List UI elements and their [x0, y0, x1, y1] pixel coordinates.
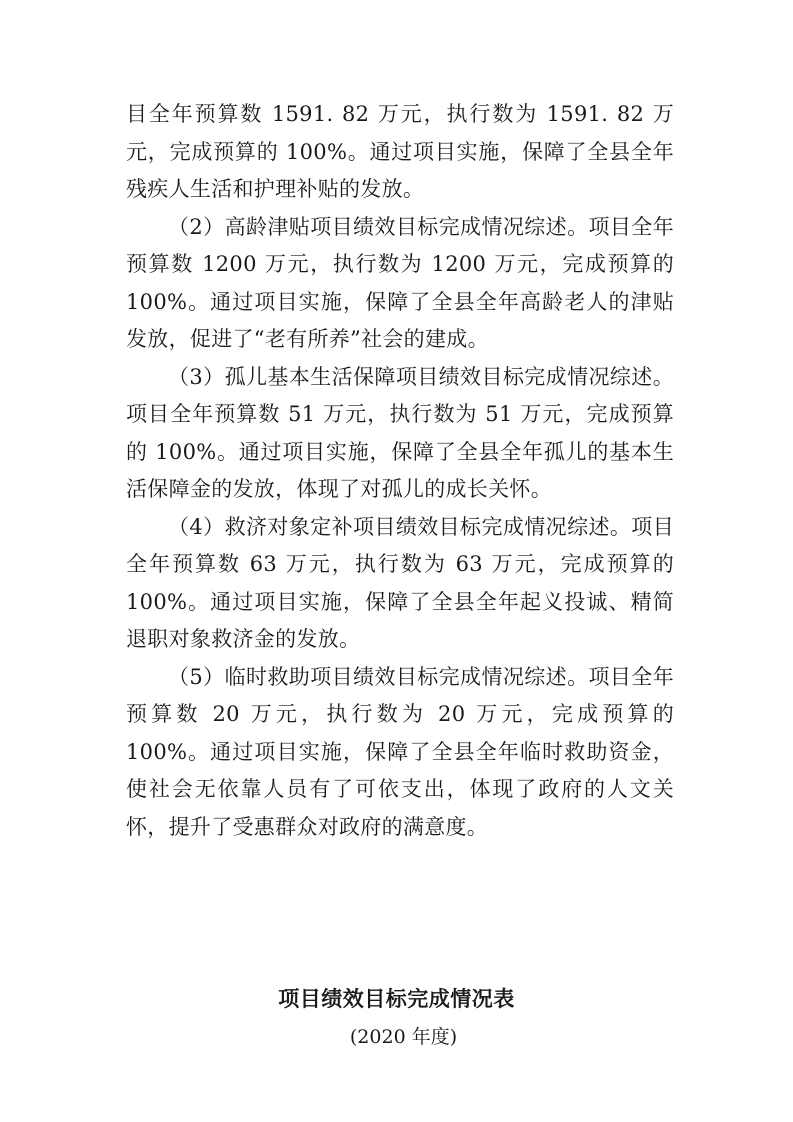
paragraph-elderly-allowance: （2）高龄津贴项目绩效目标完成情况综述。项目全年预算数 1200 万元，执行数为 1200 万元，完成预算的 100%。通过项目实施，保障了全县全年高龄老人的津贴发放，促进了“老有所养”社会的建成。 [126, 214, 674, 351]
body-text [126, 96, 674, 846]
table-year: (2020 年度) [349, 1026, 458, 1048]
table-title: 项目绩效目标完成情况表 [278, 987, 515, 1011]
paragraph-relief-subsidy: （4）救济对象定补项目绩效目标完成情况综述。项目全年预算数 63 万元，执行数为 63 万元，完成预算的 100%。通过项目实施，保障了全县全年起义投诚、精简退职对象救济金的发放。 [126, 514, 674, 651]
paragraph-temporary-assistance: （5）临时救助项目绩效目标完成情况综述。项目全年预算数 20 万元，执行数为 20 万元，完成预算的 100%。通过项目实施，保障了全县全年临时救助资金，使社会无依靠人员有了可依支出，体现了政府的人文关怀，提升了受惠群众对政府的满意度。 [126, 664, 674, 839]
paragraph-disability-subsidy: 目全年预算数 1591. 82 万元，执行数为 1591. 82 万元，完成预算的 100%。通过项目实施，保障了全县全年残疾人生活和护理补贴的发放。 [126, 102, 674, 201]
paragraph-orphan-support: （3）孤儿基本生活保障项目绩效目标完成情况综述。项目全年预算数 51 万元，执行数为 51 万元，完成预算的 100%。通过项目实施，保障了全县全年孤儿的基本生活保障金的发放，体现了对孤儿的成长关怀。 [126, 364, 674, 501]
